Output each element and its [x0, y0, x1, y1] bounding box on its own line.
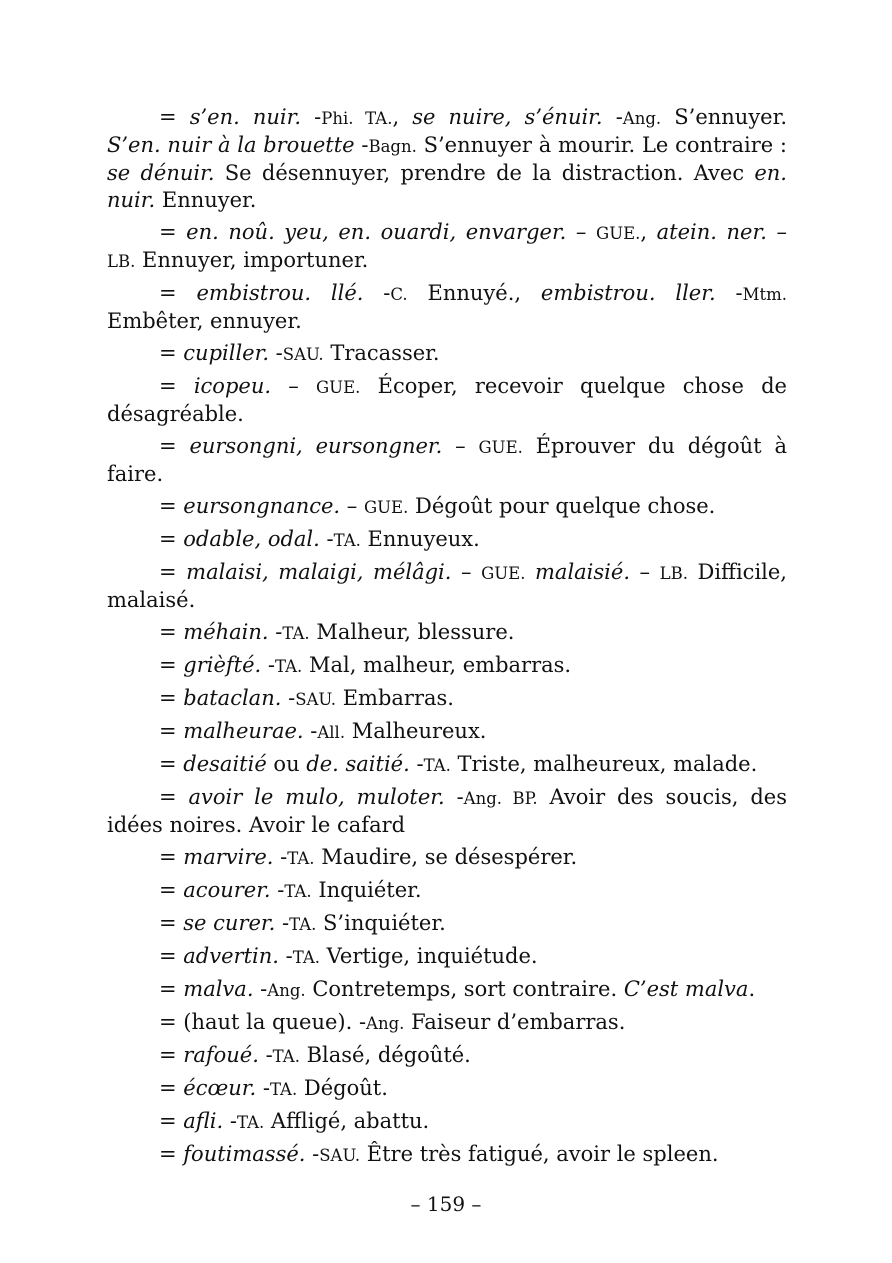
- dialect-term: malaisié.: [535, 560, 630, 584]
- definition-text: -: [253, 977, 268, 1001]
- source-abbreviation: TA.: [333, 531, 361, 550]
- source-abbreviation: TA.: [287, 849, 315, 868]
- definition-text: Éprouver du dégoût à faire.: [107, 434, 787, 486]
- glossary-entry: [107, 652, 787, 680]
- glossary-entry: [107, 526, 787, 554]
- source-abbreviation: LB.: [659, 564, 688, 583]
- source-abbreviation: Ang.: [622, 109, 662, 128]
- glossary-entry: [107, 718, 787, 746]
- definition-text: ou: [266, 752, 307, 776]
- definition-text: =: [159, 281, 197, 305]
- definition-text: -: [305, 1142, 320, 1166]
- definition-text: -: [303, 719, 318, 743]
- page-number: – 159 –: [410, 1192, 482, 1216]
- glossary-entry: [107, 493, 787, 521]
- definition-text: Dégoût.: [297, 1076, 388, 1100]
- dialect-term: atein. ner.: [656, 220, 767, 244]
- dialect-term: se nuire, s’énuir.: [412, 105, 603, 129]
- definition-text: = (haut la queue). -: [159, 1010, 367, 1034]
- glossary-entry: [107, 373, 787, 428]
- definition-text: Ennuyé.,: [407, 281, 541, 305]
- definition-text: –: [271, 374, 316, 398]
- glossary-entry: [107, 784, 787, 839]
- source-abbreviation: SAU.: [282, 345, 324, 364]
- dialect-term: bataclan.: [183, 686, 282, 710]
- dialect-term: se curer.: [183, 911, 276, 935]
- definition-text: -: [354, 133, 369, 157]
- definition-text: =: [159, 752, 184, 776]
- definition-text: =: [159, 944, 184, 968]
- definition-text: Vertige, inquiétude.: [319, 944, 538, 968]
- definition-text: =: [159, 1142, 184, 1166]
- dialect-term: de. saitié.: [306, 752, 410, 776]
- definition-text: -: [261, 653, 276, 677]
- definition-text: Ennuyer.: [155, 188, 257, 212]
- definition-text: Tracasser.: [323, 341, 440, 365]
- definition-text: =: [159, 620, 184, 644]
- glossary-entry: [107, 559, 787, 614]
- definition-text: =: [159, 977, 184, 1001]
- definition-text: -: [281, 686, 296, 710]
- definition-text: Triste, malheureux, malade.: [450, 752, 758, 776]
- source-abbreviation: TA.: [423, 756, 451, 775]
- definition-text: =: [159, 878, 184, 902]
- definition-text: -: [444, 785, 464, 809]
- dialect-term: malaisi, malaigi, mélâgi.: [186, 560, 452, 584]
- definition-text: –: [766, 220, 787, 244]
- source-abbreviation: TA.: [284, 882, 312, 901]
- definition-text: Affligé, abattu.: [264, 1109, 430, 1133]
- definition-text: .: [748, 977, 756, 1001]
- definition-text: =: [159, 785, 189, 809]
- dialect-term: en. noû. yeu, en. ouardi, envarger.: [186, 220, 567, 244]
- glossary-entry: [107, 910, 787, 938]
- source-abbreviation: Ang.: [267, 981, 306, 1000]
- definition-text: =: [159, 911, 184, 935]
- dialect-term: odable, odal.: [183, 527, 320, 551]
- definition-text: -: [256, 1076, 270, 1100]
- dialect-term: C’est malva: [623, 977, 749, 1001]
- definition-text: -: [269, 341, 283, 365]
- glossary-entry: [107, 685, 787, 713]
- source-abbreviation: All.: [317, 723, 346, 742]
- dialect-term: embistrou. llé.: [196, 281, 364, 305]
- source-abbreviation: Ang.: [366, 1014, 405, 1033]
- definition-text: -: [409, 752, 424, 776]
- dialect-term: en. nuir.: [107, 161, 787, 212]
- source-abbreviation: TA.: [269, 1080, 298, 1099]
- dialect-term: S’en. nuir à la brouette: [107, 133, 355, 157]
- glossary-entry: [107, 1108, 787, 1136]
- source-abbreviation: TA.: [282, 624, 310, 643]
- definition-text: Malheureux.: [345, 719, 487, 743]
- definition-text: Faiseur d’embarras.: [404, 1010, 626, 1034]
- source-abbreviation: C.: [390, 285, 408, 304]
- glossary-entry: [107, 1009, 787, 1037]
- definition-text: –: [340, 494, 364, 518]
- dialect-term: embistrou. ller.: [540, 281, 716, 305]
- definition-text: =: [159, 1043, 184, 1067]
- definition-text: Se désennuyer, prendre de la distraction. Avec: [214, 161, 755, 185]
- dialect-term: malheurae.: [183, 719, 304, 743]
- glossary-entry: [107, 976, 787, 1004]
- glossary-entry: [107, 751, 787, 779]
- definition-text: -: [319, 527, 334, 551]
- glossary-entry: [107, 340, 787, 368]
- dialect-term: grièfté.: [183, 653, 262, 677]
- source-abbreviation: LB.: [107, 252, 136, 271]
- dialect-term: cupiller.: [183, 341, 269, 365]
- source-abbreviation: Bagn.: [368, 137, 417, 156]
- definition-text: Embêter, ennuyer.: [107, 309, 302, 333]
- dialect-term: afli.: [183, 1109, 224, 1133]
- definition-text: -: [602, 105, 623, 129]
- source-abbreviation: GUE.: [363, 498, 409, 517]
- glossary-entry: [107, 433, 787, 488]
- definition-text: Inquiéter.: [311, 878, 422, 902]
- glossary-entry: [107, 219, 787, 275]
- dialect-term: rafoué.: [183, 1043, 259, 1067]
- source-abbreviation: GUE.: [316, 378, 361, 397]
- definition-text: -: [270, 878, 285, 902]
- dialect-term: s’en. nuir.: [189, 105, 302, 129]
- definition-text: Difficile, malaisé.: [107, 560, 787, 612]
- source-abbreviation: TA.: [275, 657, 303, 676]
- definition-text: S’inquiéter.: [316, 911, 446, 935]
- source-abbreviation: TA.: [289, 915, 317, 934]
- definition-text: =: [159, 845, 184, 869]
- dialect-term: marvire.: [183, 845, 274, 869]
- definition-text: =: [159, 1076, 184, 1100]
- definition-text: =: [159, 220, 187, 244]
- source-abbreviation: Mtm.: [742, 285, 788, 304]
- definition-text: Avoir des soucis, des idées noires. Avoir le cafard: [107, 785, 787, 837]
- definition-text: Ennuyer, importuner.: [135, 248, 369, 272]
- definition-text: Écoper, recevoir quelque chose de désagréable.: [107, 374, 787, 426]
- definition-text: =: [159, 1109, 184, 1133]
- glossary-entry: [107, 877, 787, 905]
- definition-text: =: [159, 105, 190, 129]
- definition-text: [525, 560, 535, 584]
- dialect-term: foutimassé.: [183, 1142, 306, 1166]
- dialect-term: malva.: [183, 977, 254, 1001]
- definition-text: =: [159, 719, 184, 743]
- definition-text: -: [278, 944, 293, 968]
- glossary-entry: [107, 619, 787, 647]
- glossary-entry: [107, 280, 787, 335]
- source-abbreviation: TA.: [236, 1113, 265, 1132]
- dialect-term: advertin.: [183, 944, 279, 968]
- definition-text: =: [159, 527, 184, 551]
- glossary-entry: [107, 1075, 787, 1103]
- definition-text: S’ennuyer.: [661, 105, 788, 129]
- definition-text: Être très fatigué, avoir le spleen.: [360, 1142, 719, 1166]
- definition-text: =: [159, 494, 184, 518]
- definition-text: Mal, malheur, embarras.: [302, 653, 572, 677]
- dialect-term: avoir le mulo, muloter.: [188, 785, 445, 809]
- glossary-entry: [107, 1042, 787, 1070]
- glossary-entry: [107, 104, 787, 214]
- source-abbreviation: GUE.: [478, 438, 523, 457]
- definition-text: S’ennuyer à mourir. Le contraire :: [416, 133, 787, 157]
- definition-text: -: [363, 281, 391, 305]
- definition-text: =: [159, 686, 184, 710]
- definition-text: -: [258, 1043, 273, 1067]
- source-abbreviation: Phi. TA.: [321, 109, 393, 128]
- dialect-term: écœur.: [183, 1076, 257, 1100]
- glossary-entry: [107, 844, 787, 872]
- definition-text: -: [273, 845, 288, 869]
- definition-text: -: [275, 911, 290, 935]
- definition-text: -: [715, 281, 743, 305]
- definition-text: =: [159, 374, 194, 398]
- definition-text: Blasé, dégoûté.: [299, 1043, 471, 1067]
- definition-text: –: [630, 560, 660, 584]
- source-abbreviation: Ang. BP.: [463, 789, 538, 808]
- source-abbreviation: SAU.: [319, 1146, 361, 1165]
- definition-text: =: [159, 341, 184, 365]
- glossary-entry: [107, 943, 787, 971]
- dialect-term: icopeu.: [193, 374, 272, 398]
- dialect-term: eursongni, eursongner.: [189, 434, 443, 458]
- definition-text: –: [566, 220, 597, 244]
- definition-text: -: [223, 1109, 237, 1133]
- definition-text: –: [442, 434, 479, 458]
- definition-text: -: [268, 620, 283, 644]
- dialect-term: se dénuir.: [107, 161, 215, 185]
- definition-text: –: [451, 560, 482, 584]
- source-abbreviation: TA.: [272, 1047, 300, 1066]
- glossary-entry: [107, 1141, 787, 1169]
- source-abbreviation: SAU.: [295, 690, 337, 709]
- definition-text: -: [301, 105, 322, 129]
- source-abbreviation: GUE.: [481, 564, 526, 583]
- definition-text: =: [159, 434, 190, 458]
- source-abbreviation: TA.: [292, 948, 320, 967]
- dialect-term: méhain.: [183, 620, 269, 644]
- definition-text: Malheur, blessure.: [309, 620, 515, 644]
- definition-text: ,: [640, 220, 657, 244]
- definition-text: =: [159, 560, 187, 584]
- page-body: [107, 104, 787, 1174]
- definition-text: Maudire, se désespérer.: [314, 845, 578, 869]
- definition-text: Contretemps, sort contraire.: [305, 977, 624, 1001]
- source-abbreviation: GUE.: [596, 224, 641, 243]
- definition-text: Ennuyeux.: [360, 527, 480, 551]
- dialect-term: desaitié: [183, 752, 267, 776]
- definition-text: Embarras.: [336, 686, 454, 710]
- dialect-term: eursongnance.: [183, 494, 341, 518]
- definition-text: ,: [392, 105, 413, 129]
- definition-text: Dégoût pour quelque chose.: [408, 494, 716, 518]
- dialect-term: acourer.: [183, 878, 271, 902]
- definition-text: =: [159, 653, 184, 677]
